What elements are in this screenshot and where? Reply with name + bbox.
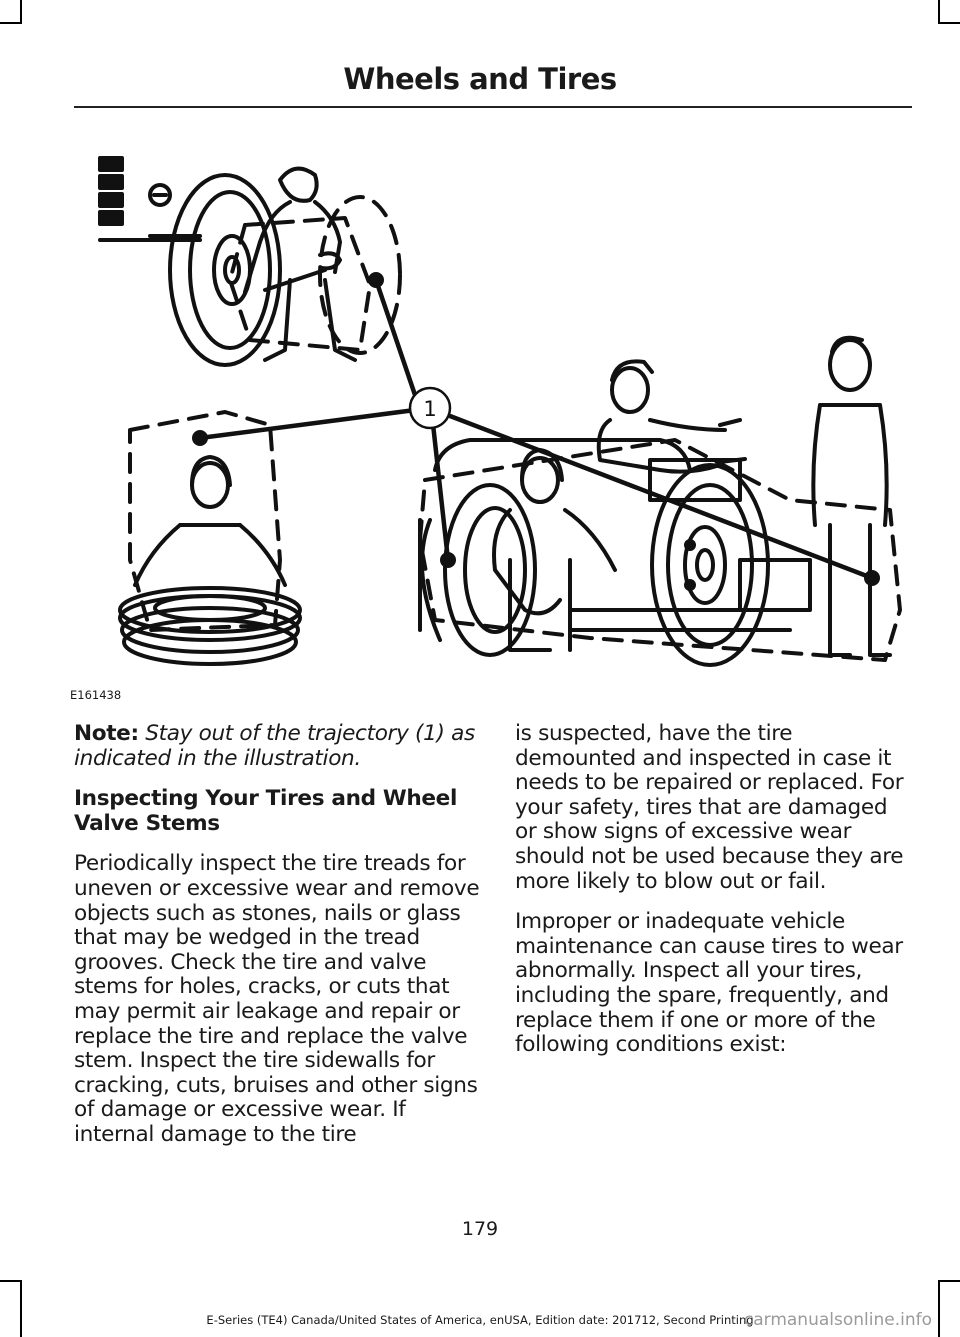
crop-mark xyxy=(938,1280,940,1337)
crop-mark xyxy=(0,22,22,24)
figure-code: E161438 xyxy=(70,688,122,702)
crop-mark xyxy=(20,0,22,24)
vehicle-chassis-figure xyxy=(420,440,810,665)
page-title: Wheels and Tires xyxy=(343,62,617,96)
crop-mark xyxy=(938,1280,960,1282)
tire-safety-illustration xyxy=(90,140,910,685)
note xyxy=(74,722,484,771)
crop-mark xyxy=(938,22,960,24)
gesturing-technician-figure xyxy=(599,361,745,471)
paragraph-part-2: is suspected, have the tire demounted and inspected in case it needs to be repaired or replaced. For your safety, tires that are damaged or show signs of excessive wear should not be used because they are more likely to blow out or fail. xyxy=(515,721,904,894)
crop-mark xyxy=(0,1280,22,1282)
crop-mark xyxy=(20,1280,22,1337)
page-number: 179 xyxy=(461,1218,499,1240)
crop-mark xyxy=(938,0,940,24)
paragraph-part-1: Periodically inspect the tire treads for uneven or excessive wear and remove objects such as stones, nails or glass that may be wedged in the tread grooves. Check the tire and valve stems for holes, cracks, or cuts that may permit air leakage and repair or replace the tire and replace the valve stem. Inspect the tire sidewalls for cracking, cuts, bruises and other signs of damage or excessive wear. If internal damage to the tire xyxy=(74,851,480,1147)
callout-number: 1 xyxy=(423,397,437,421)
text-column-left xyxy=(74,722,484,1164)
header-rule xyxy=(74,106,912,108)
note-label: Note: xyxy=(74,721,139,746)
text-column-right xyxy=(515,722,915,1074)
section-heading: Inspecting Your Tires and Wheel Valve Stems xyxy=(74,786,458,836)
watermark: carmanualsonline.info xyxy=(743,1310,932,1330)
note-text: Stay out of the trajectory (1) as indicated in the illustration. xyxy=(74,721,475,771)
technician-with-tire-figure xyxy=(120,457,300,664)
footer-edition: E-Series (TE4) Canada/United States of America, enUSA, Edition date: 201712, Second Printing xyxy=(206,1313,754,1327)
paragraph: Improper or inadequate vehicle maintenance can cause tires to wear abnormally. Inspect all your tires, including the spare, frequently, and replace them if one or more of the following conditions exist: xyxy=(515,909,903,1058)
observer-figure xyxy=(813,338,890,655)
